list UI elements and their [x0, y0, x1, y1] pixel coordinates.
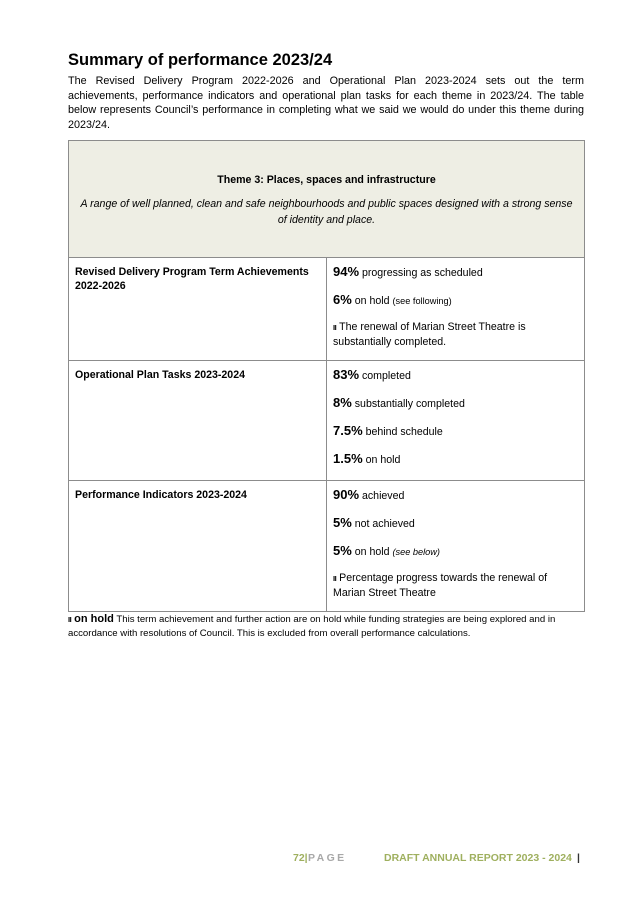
- stat-percent: 94%: [333, 264, 360, 279]
- footnote-label: on hold: [74, 613, 114, 625]
- theme-description: A range of well planned, clean and safe neighbourhoods and public spaces designed with a strong sense of identity and place.: [80, 198, 573, 226]
- stat-percent: 1.5%: [333, 451, 363, 466]
- stat-text: completed: [361, 370, 411, 382]
- stat-text: on hold: [365, 454, 401, 466]
- stat-text: on hold: [354, 546, 390, 558]
- stat-percent: 8%: [333, 395, 352, 410]
- intro-paragraph: The Revised Delivery Program 2022-2026 and Operational Plan 2023-2024 sets out the term achievements, performance indicators and operational plan tasks for each theme in 2023/24. The table below represents Council’s performance in completing what we said we would do under this theme during 2023/24.: [68, 75, 584, 131]
- footnote-text: This term achievement and further action are on hold while funding strategies are being explored and in accordance with resolutions of Council. This is excluded from overall performance calculations.: [68, 614, 556, 639]
- stat-text: behind schedule: [365, 426, 443, 438]
- row-stats: [327, 258, 585, 361]
- stat-line: [333, 423, 574, 440]
- stat-percent: 5%: [333, 543, 352, 558]
- stat-text: achieved: [361, 490, 405, 502]
- table-row: [69, 481, 585, 612]
- stat-note: (see below): [392, 547, 440, 557]
- hold-note-text: Percentage progress towards the renewal of Marian Street Theatre: [333, 572, 548, 599]
- theme-header-cell: [69, 141, 585, 258]
- theme-title: Theme 3: Places, spaces and infrastructure: [217, 174, 436, 186]
- pause-icon: II: [68, 615, 72, 624]
- row-label: Performance Indicators 2023-2024: [69, 481, 327, 612]
- stat-percent: 90%: [333, 487, 360, 502]
- stat-percent: 7.5%: [333, 423, 363, 438]
- stat-percent: 83%: [333, 367, 360, 382]
- stat-text: not achieved: [354, 518, 415, 530]
- row-stats: [327, 481, 585, 612]
- row-label: Revised Delivery Program Term Achievements 2022-2026: [69, 258, 327, 361]
- page-title: Summary of performance 2023/24: [68, 51, 333, 69]
- stat-percent: 6%: [333, 292, 352, 307]
- page-number: 72|: [293, 852, 308, 864]
- row-label: Operational Plan Tasks 2023-2024: [69, 361, 327, 481]
- stat-text: progressing as scheduled: [361, 267, 483, 279]
- stat-line: [333, 395, 574, 412]
- performance-table: [68, 140, 585, 612]
- stat-note: (see following): [392, 296, 452, 306]
- table-row: [69, 258, 585, 361]
- stat-line: [333, 264, 574, 281]
- hold-note-text: The renewal of Marian Street Theatre is substantially completed.: [333, 321, 526, 348]
- stat-percent: 5%: [333, 515, 352, 530]
- stat-text: substantially completed: [354, 398, 465, 410]
- theme-header-row: [69, 141, 585, 258]
- row-stats: [327, 361, 585, 481]
- pause-icon: II: [333, 574, 337, 583]
- hold-note: [333, 571, 574, 600]
- stat-line: [333, 543, 574, 560]
- table-row: [69, 361, 585, 481]
- pause-icon: II: [333, 323, 337, 332]
- stat-text: on hold: [354, 295, 390, 307]
- page-word: PAGE: [308, 852, 347, 864]
- stat-line: [333, 367, 574, 384]
- footer-separator: |: [577, 852, 580, 864]
- stat-line: [333, 515, 574, 532]
- stat-line: [333, 451, 574, 468]
- report-title: DRAFT ANNUAL REPORT 2023 - 2024: [384, 852, 572, 864]
- footnote: [68, 613, 584, 640]
- stat-line: [333, 487, 574, 504]
- hold-note: [333, 320, 574, 349]
- stat-line: [333, 292, 574, 309]
